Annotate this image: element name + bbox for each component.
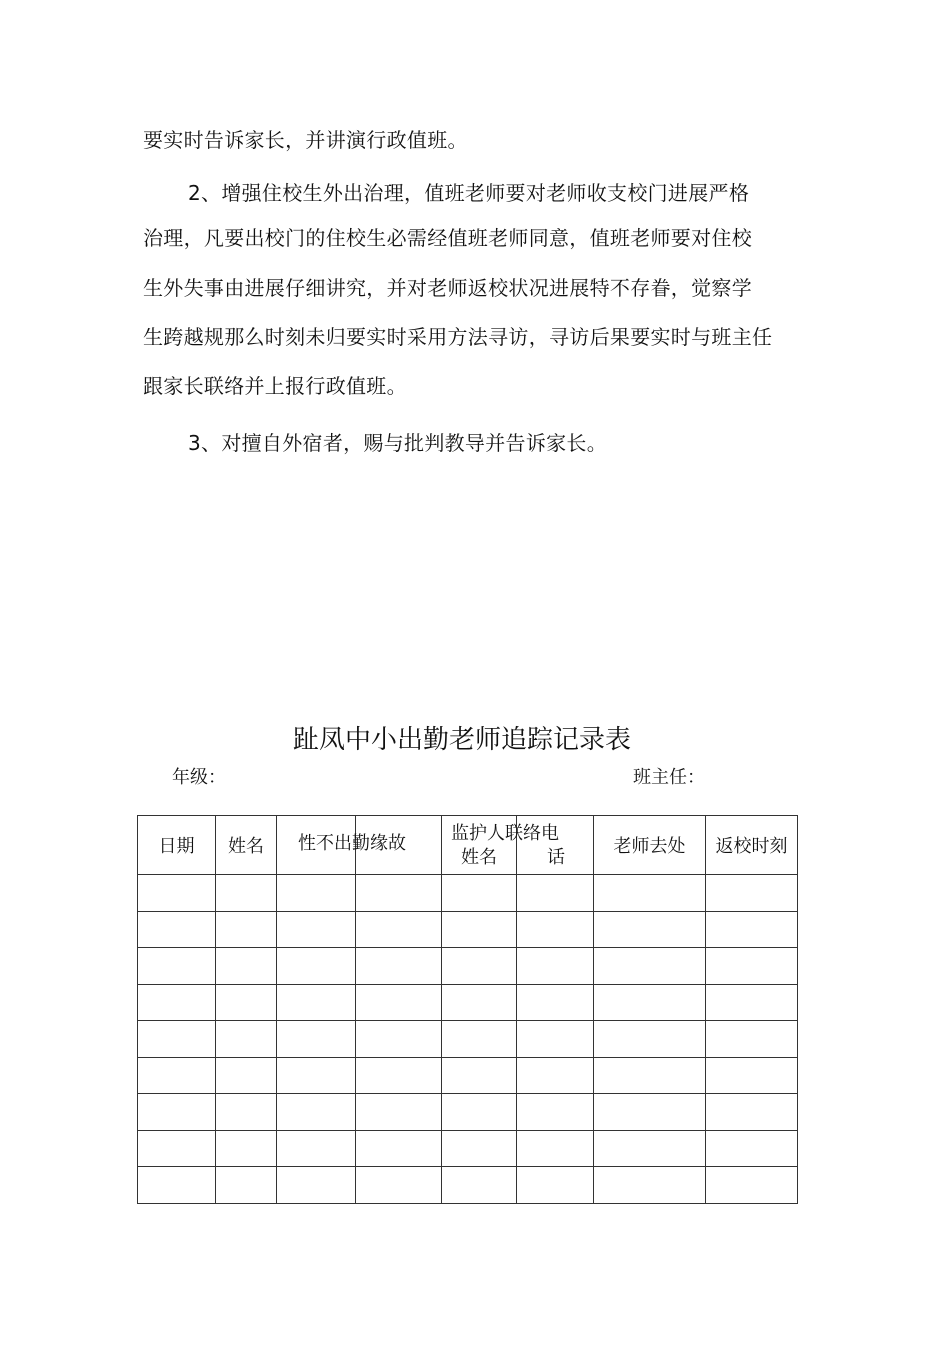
cell-absence-reason xyxy=(356,875,442,912)
cell-return-time xyxy=(706,1130,798,1167)
cell-phone xyxy=(517,1130,594,1167)
cell-absence-reason xyxy=(356,948,442,985)
header-phone-tail: 话 xyxy=(547,847,565,868)
cell-gender xyxy=(277,1057,356,1094)
cell-return-time xyxy=(706,1057,798,1094)
table-header-row xyxy=(138,816,798,875)
cell-name xyxy=(216,984,277,1021)
cell-gender xyxy=(277,911,356,948)
cell-date xyxy=(138,1021,216,1058)
cell-gender xyxy=(277,1094,356,1131)
paragraph-line-4: 生外失事由进展仔细讲究，并对老师返校状况进展特不存眷，觉察学 xyxy=(143,276,752,300)
cell-phone xyxy=(517,1021,594,1058)
cell-date xyxy=(138,875,216,912)
cell-gender xyxy=(277,1021,356,1058)
table-row xyxy=(138,1021,798,1058)
header-gender-absence-reason: 性不出勤缘故 xyxy=(298,833,406,854)
cell-name xyxy=(216,911,277,948)
cell-guardian-name xyxy=(442,1167,517,1204)
table-row xyxy=(138,1167,798,1204)
cell-teacher-whereabouts xyxy=(594,1167,706,1204)
cell-date xyxy=(138,948,216,985)
table-row xyxy=(138,911,798,948)
cell-name xyxy=(216,1167,277,1204)
cell-guardian-name xyxy=(442,875,517,912)
cell-date xyxy=(138,984,216,1021)
cell-gender xyxy=(277,1130,356,1167)
cell-phone xyxy=(517,1094,594,1131)
cell-absence-reason xyxy=(356,1021,442,1058)
cell-phone xyxy=(517,948,594,985)
cell-teacher-whereabouts xyxy=(594,911,706,948)
cell-absence-reason xyxy=(356,984,442,1021)
cell-teacher-whereabouts xyxy=(594,1021,706,1058)
cell-absence-reason xyxy=(356,911,442,948)
cell-guardian-name xyxy=(442,1094,517,1131)
cell-phone xyxy=(517,911,594,948)
cell-name xyxy=(216,1021,277,1058)
cell-phone xyxy=(517,984,594,1021)
header-guardian-name-cell xyxy=(442,816,559,875)
cell-name xyxy=(216,948,277,985)
cell-name xyxy=(216,875,277,912)
cell-return-time xyxy=(706,1021,798,1058)
cell-guardian-name xyxy=(442,948,517,985)
cell-return-time xyxy=(706,1167,798,1204)
cell-absence-reason xyxy=(356,1057,442,1094)
paragraph-line-3: 治理，凡要出校门的住校生必需经值班老师同意，值班老师要对住校 xyxy=(143,226,752,250)
cell-return-time xyxy=(706,984,798,1021)
cell-teacher-whereabouts xyxy=(594,1057,706,1094)
cell-teacher-whereabouts xyxy=(594,875,706,912)
cell-return-time xyxy=(706,948,798,985)
paragraph-line-6: 跟家长联络并上报行政值班。 xyxy=(143,374,407,398)
header-teacher-whereabouts: 老师去处 xyxy=(594,816,706,875)
cell-teacher-whereabouts xyxy=(594,1130,706,1167)
header-gender-cell xyxy=(277,816,406,875)
cell-teacher-whereabouts xyxy=(594,1094,706,1131)
paragraph-line-1: 要实时告诉家长，并讲演行政值班。 xyxy=(143,128,468,152)
header-guardian-name: 姓名 xyxy=(461,847,497,868)
header-guardian-contact: 监护人联络电 xyxy=(451,823,559,844)
table-row xyxy=(138,875,798,912)
paragraph-line-5: 生跨越规那么时刻未归要实时采用方法寻访，寻访后果要实时与班主任 xyxy=(143,325,773,349)
head-teacher-label: 班主任： xyxy=(633,767,705,788)
header-phone-cell xyxy=(517,816,594,875)
cell-phone xyxy=(517,875,594,912)
attendance-record-table xyxy=(137,815,798,1204)
cell-guardian-name xyxy=(442,911,517,948)
table-row xyxy=(138,984,798,1021)
header-name: 姓名 xyxy=(216,816,277,875)
cell-guardian-name xyxy=(442,1021,517,1058)
cell-gender xyxy=(277,948,356,985)
table-title: 趾凤中小出勤老师追踪记录表 xyxy=(292,725,631,755)
cell-guardian-name xyxy=(442,984,517,1021)
cell-date xyxy=(138,911,216,948)
cell-absence-reason xyxy=(356,1167,442,1204)
grade-label: 年级： xyxy=(172,767,226,788)
cell-date xyxy=(138,1167,216,1204)
cell-return-time xyxy=(706,911,798,948)
cell-teacher-whereabouts xyxy=(594,948,706,985)
cell-gender xyxy=(277,984,356,1021)
table-row xyxy=(138,948,798,985)
cell-name xyxy=(216,1057,277,1094)
cell-return-time xyxy=(706,1094,798,1131)
cell-absence-reason xyxy=(356,1094,442,1131)
cell-gender xyxy=(277,875,356,912)
cell-teacher-whereabouts xyxy=(594,984,706,1021)
cell-date xyxy=(138,1094,216,1131)
cell-absence-reason xyxy=(356,1130,442,1167)
cell-phone xyxy=(517,1167,594,1204)
header-date: 日期 xyxy=(138,816,216,875)
cell-gender xyxy=(277,1167,356,1204)
cell-date xyxy=(138,1130,216,1167)
cell-return-time xyxy=(706,875,798,912)
cell-name xyxy=(216,1094,277,1131)
paragraph-line-2: 2、增强住校生外出治理，值班老师要对老师收支校门进展严格 xyxy=(188,181,750,205)
cell-phone xyxy=(517,1057,594,1094)
cell-name xyxy=(216,1130,277,1167)
cell-guardian-name xyxy=(442,1057,517,1094)
header-return-time: 返校时刻 xyxy=(706,816,798,875)
table-row xyxy=(138,1094,798,1131)
cell-date xyxy=(138,1057,216,1094)
cell-guardian-name xyxy=(442,1130,517,1167)
table-row xyxy=(138,1130,798,1167)
table-row xyxy=(138,1057,798,1094)
paragraph-line-7: 3、对擅自外宿者，赐与批判教导并告诉家长。 xyxy=(188,431,608,455)
